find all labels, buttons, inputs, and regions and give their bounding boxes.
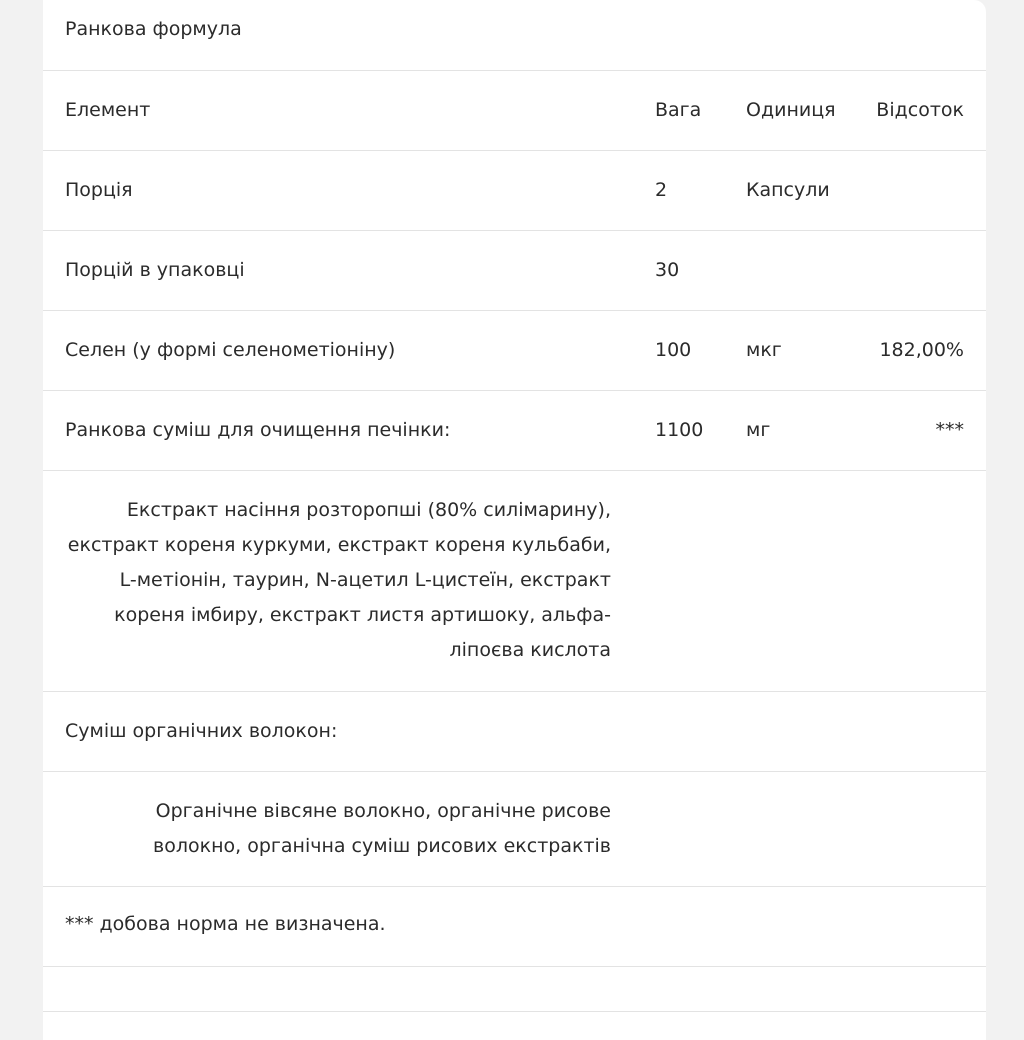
empty-row bbox=[43, 967, 986, 1012]
table-row bbox=[43, 231, 986, 311]
table-row bbox=[43, 391, 986, 471]
liver-blend-ingredients: Екстракт насіння розторопші (80% силімарину), екстракт кореня куркуми, екстракт кореня кульбаби, L-метіонін, таурин, N-ацетил L-цистеїн, екстракт кореня імбиру, екстракт листя артишоку, альфа-ліпоєва кислота bbox=[67, 499, 611, 661]
row-unit: мкг bbox=[746, 339, 782, 361]
row-element: Ранкова суміш для очищення печінки: bbox=[65, 419, 451, 441]
row-unit: Капсули bbox=[746, 179, 830, 201]
row-element: Селен (у формі селенометіоніну) bbox=[65, 339, 396, 361]
table-header-row bbox=[43, 71, 986, 151]
table-title: Ранкова формула bbox=[65, 18, 242, 40]
table-title-row bbox=[43, 0, 986, 71]
fiber-blend-label: Суміш органічних волокон: bbox=[65, 720, 338, 742]
header-unit: Одиниця bbox=[746, 99, 836, 121]
header-element: Елемент bbox=[65, 99, 151, 121]
row-weight: 100 bbox=[655, 339, 692, 361]
row-percent: *** bbox=[935, 419, 964, 441]
liver-blend-ingredients-row bbox=[43, 471, 986, 692]
row-weight: 1100 bbox=[655, 419, 704, 441]
header-percent: Відсоток bbox=[876, 99, 964, 121]
row-unit: мг bbox=[746, 419, 771, 441]
row-element: Порцій в упаковці bbox=[65, 259, 245, 281]
fiber-blend-row bbox=[43, 692, 986, 772]
row-weight: 30 bbox=[655, 259, 680, 281]
supplement-facts-table bbox=[43, 0, 986, 1040]
fiber-blend-ingredients-row bbox=[43, 772, 986, 887]
footnote-row bbox=[43, 887, 986, 967]
footnote: *** добова норма не визначена. bbox=[65, 913, 386, 935]
row-percent: 182,00% bbox=[879, 339, 964, 361]
fiber-blend-ingredients: Органічне вівсяне волокно, органічне рисове волокно, органічна суміш рисових екстрактів bbox=[153, 800, 611, 857]
table-row bbox=[43, 311, 986, 391]
row-element: Порція bbox=[65, 179, 133, 201]
table-row bbox=[43, 151, 986, 231]
header-weight: Вага bbox=[655, 99, 702, 121]
row-weight: 2 bbox=[655, 179, 668, 201]
